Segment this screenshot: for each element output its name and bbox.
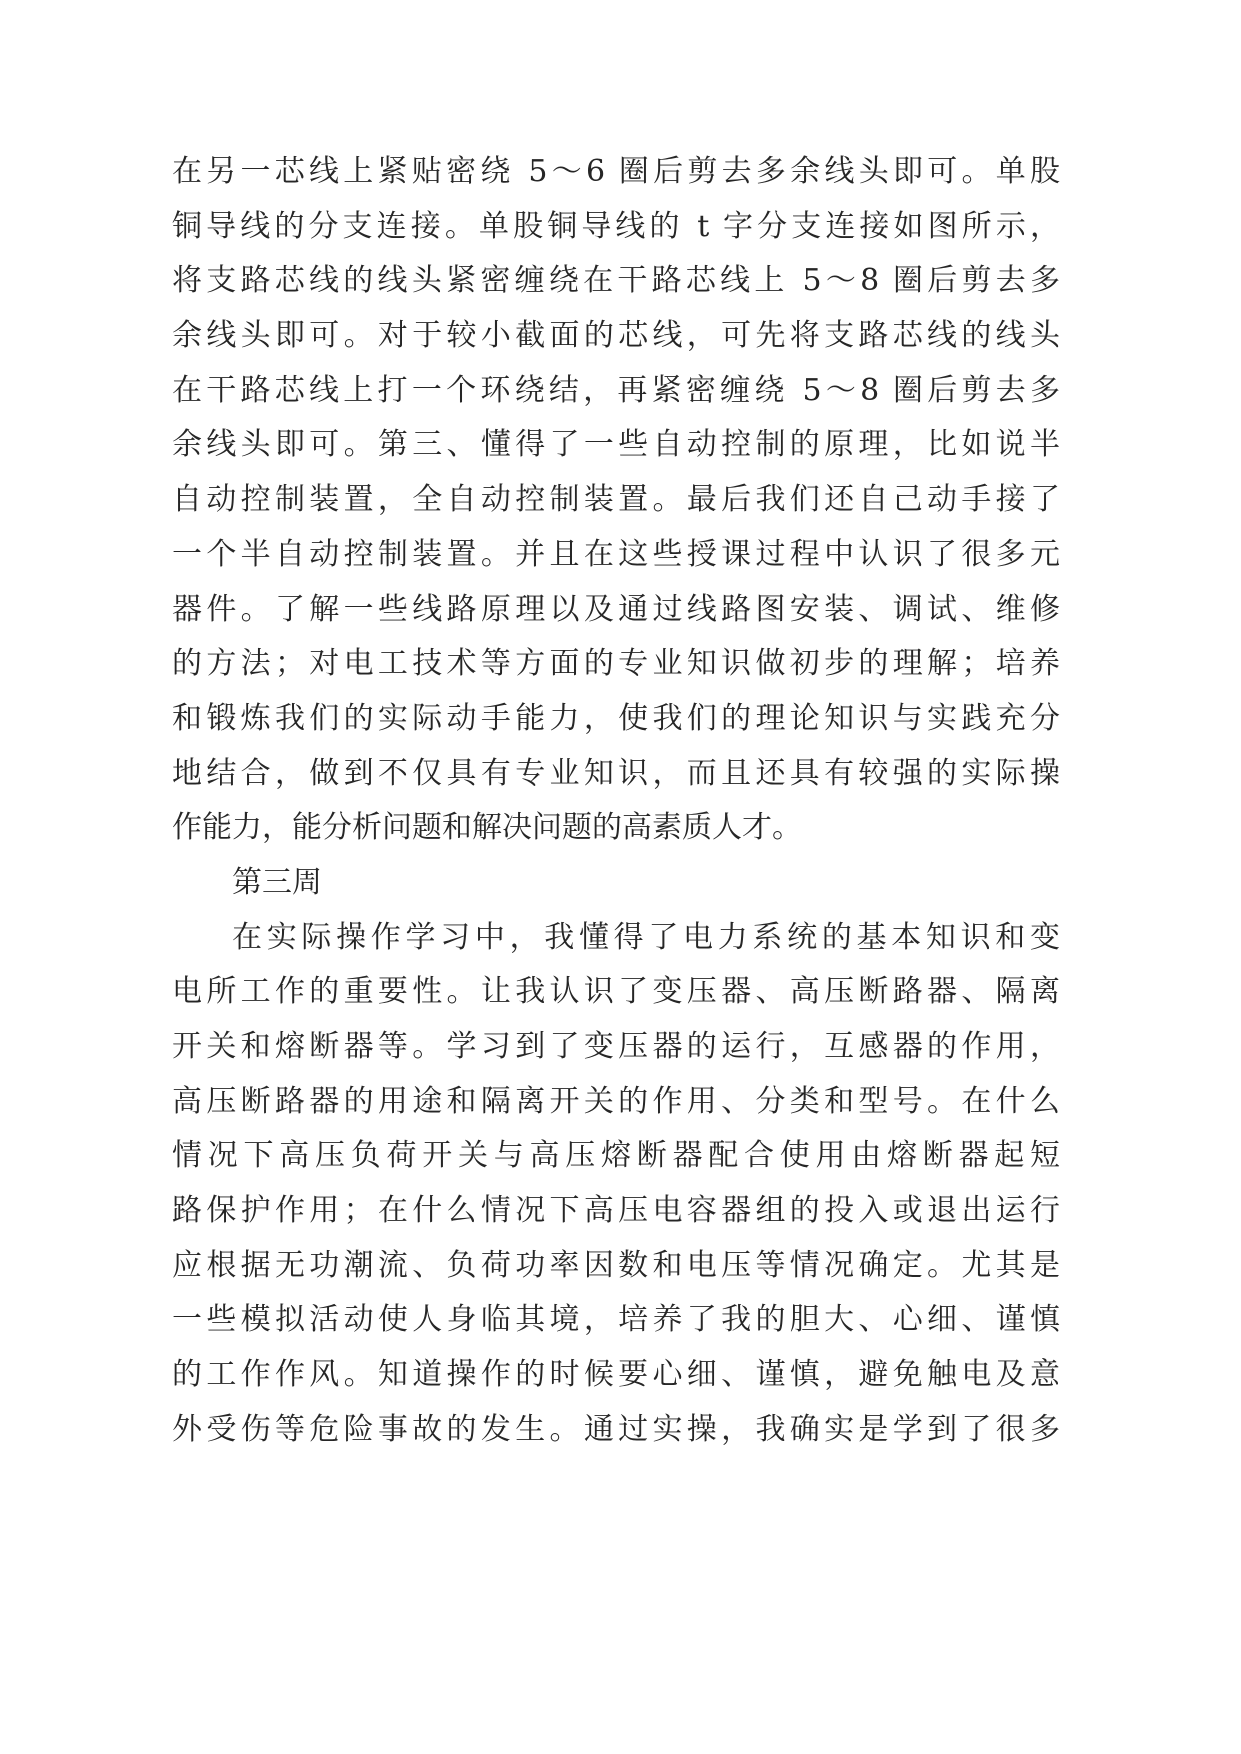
text-line: 自动控制装置，全自动控制装置。最后我们还自己动手接了 bbox=[172, 482, 1060, 518]
text-line: 路保护作用；在什么情况下高压电容器组的投入或退出运行 bbox=[172, 1193, 1060, 1229]
section-heading: 第三周 bbox=[232, 864, 322, 900]
text-line: 铜导线的分支连接。单股铜导线的 t 字分支连接如图所示， bbox=[172, 208, 1060, 244]
text-line: 的方法；对电工技术等方面的专业知识做初步的理解；培养 bbox=[172, 646, 1060, 682]
section-heading-week-three bbox=[172, 856, 1060, 911]
text-line: 高压断路器的用途和隔离开关的作用、分类和型号。在什么 bbox=[172, 1083, 1060, 1119]
text-line: 电所工作的重要性。让我认识了变压器、高压断路器、隔离 bbox=[172, 974, 1060, 1010]
text-line: 和锻炼我们的实际动手能力，使我们的理论知识与实践充分 bbox=[172, 700, 1060, 736]
text-line: 在另一芯线上紧贴密绕 5～6 圈后剪去多余线头即可。单股 bbox=[172, 154, 1060, 189]
text-line: 的工作作风。知道操作的时候要心细、谨慎，避免触电及意 bbox=[172, 1357, 1060, 1393]
text-line: 地结合，做到不仅具有专业知识，而且还具有较强的实际操 bbox=[172, 755, 1060, 791]
paragraph-wire-connection bbox=[172, 145, 1060, 856]
text-line: 余线头即可。对于较小截面的芯线，可先将支路芯线的线头 bbox=[172, 318, 1060, 354]
text-line: 作能力，能分析问题和解决问题的高素质人才。 bbox=[172, 810, 802, 846]
text-line: 一些模拟活动使人身临其境，培养了我的胆大、心细、谨慎 bbox=[172, 1302, 1060, 1338]
text-line: 应根据无功潮流、负荷功率因数和电压等情况确定。尤其是 bbox=[172, 1247, 1060, 1283]
paragraph-practical-learning bbox=[172, 911, 1060, 1458]
document-body bbox=[172, 145, 1060, 1458]
text-line: 开关和熔断器等。学习到了变压器的运行，互感器的作用， bbox=[172, 1029, 1060, 1064]
text-line: 器件。了解一些线路原理以及通过线路图安装、调试、维修 bbox=[172, 591, 1060, 627]
text-line: 情况下高压负荷开关与高压熔断器配合使用由熔断器起短 bbox=[172, 1138, 1060, 1174]
text-line: 将支路芯线的线头紧密缠绕在干路芯线上 5～8 圈后剪去多 bbox=[172, 263, 1060, 299]
text-line: 余线头即可。第三、懂得了一些自动控制的原理，比如说半 bbox=[172, 427, 1060, 463]
text-line: 在干路芯线上打一个环绕结，再紧密缠绕 5～8 圈后剪去多 bbox=[172, 372, 1060, 408]
text-line: 在实际操作学习中，我懂得了电力系统的基本知识和变 bbox=[232, 919, 1060, 955]
text-line: 一个半自动控制装置。并且在这些授课过程中认识了很多元 bbox=[172, 536, 1060, 572]
text-line: 外受伤等危险事故的发生。通过实操，我确实是学到了很多 bbox=[172, 1411, 1060, 1447]
